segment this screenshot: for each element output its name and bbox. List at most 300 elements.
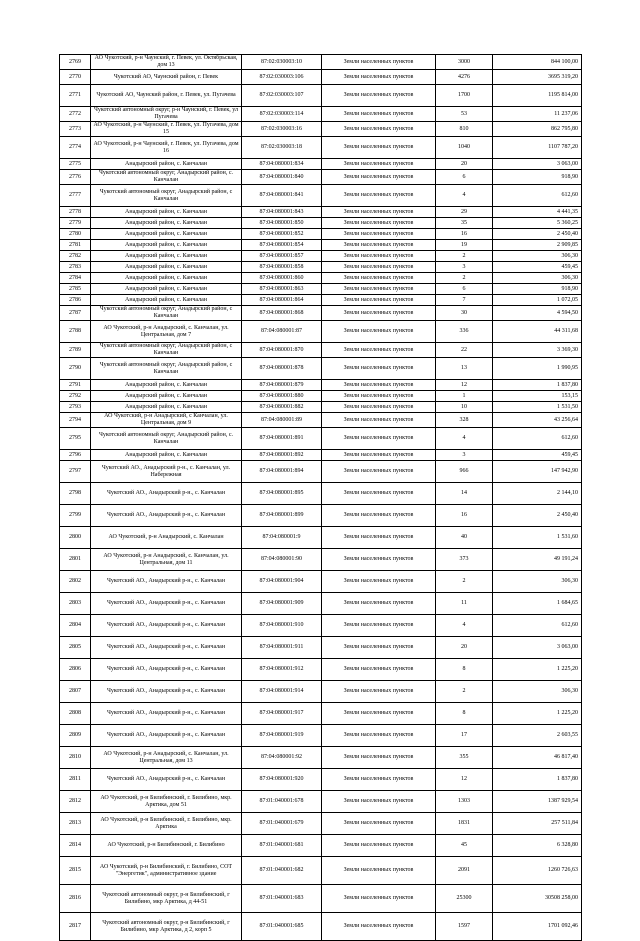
cadastral-value-cell: 5 360,25	[493, 218, 582, 229]
cadastral-number-cell: 87:02:030003:106	[242, 70, 322, 85]
document-page	[59, 54, 581, 941]
cadastral-value-cell: 844 100,00	[493, 55, 582, 70]
row-number: 2800	[60, 527, 91, 549]
address-cell: Чукотский автономный округ, р-н Билибинский, г Билибино, мкр Арктика, д 2, корп 5	[91, 913, 242, 941]
address-cell: Анадырский район, с. Канчалан	[91, 295, 242, 306]
table-row	[60, 159, 582, 170]
cadastral-value-cell: 459,45	[493, 262, 582, 273]
cadastral-number-cell: 87:04:080001:843	[242, 207, 322, 218]
cadastral-value-cell: 2 450,40	[493, 229, 582, 240]
address-cell: Чукотский автономный округ, Анадырский район, с. Канчалан	[91, 428, 242, 450]
area-cell: 16	[436, 505, 493, 527]
table-row	[60, 813, 582, 835]
land-category-cell: Земли населенных пунктов	[322, 306, 436, 321]
cadastral-number-cell: 87:04:080001:912	[242, 659, 322, 681]
land-category-cell: Земли населенных пунктов	[322, 170, 436, 185]
cadastral-value-cell: 2 603,55	[493, 725, 582, 747]
area-cell: 2	[436, 251, 493, 262]
address-cell: Чукотский АО., Анадырский р-н., с. Канчалан	[91, 703, 242, 725]
table-row	[60, 306, 582, 321]
row-number: 2813	[60, 813, 91, 835]
cadastral-value-cell: 2 909,85	[493, 240, 582, 251]
row-number: 2811	[60, 769, 91, 791]
area-cell: 12	[436, 380, 493, 391]
address-cell: АО Чукотский, р-н Чаунский, г. Певек, ул. Пугачева, дом 16	[91, 137, 242, 159]
land-category-cell: Земли населенных пунктов	[322, 571, 436, 593]
cadastral-value-cell: 153,15	[493, 391, 582, 402]
cadastral-number-cell: 87:04:080001:9	[242, 527, 322, 549]
address-cell: Анадырский район, с. Канчалан	[91, 218, 242, 229]
cadastral-number-cell: 87:01:040001:678	[242, 791, 322, 813]
cadastral-number-cell: 87:04:080001:911	[242, 637, 322, 659]
cadastral-number-cell: 87:04:080001:860	[242, 273, 322, 284]
land-category-cell: Земли населенных пунктов	[322, 391, 436, 402]
table-row	[60, 593, 582, 615]
land-category-cell: Земли населенных пунктов	[322, 505, 436, 527]
table-row	[60, 413, 582, 428]
land-category-cell: Земли населенных пунктов	[322, 85, 436, 107]
cadastral-value-cell: 6 328,80	[493, 835, 582, 857]
address-cell: Чукотский автономный округ, Анадырский район, с Канчалан	[91, 185, 242, 207]
table-row	[60, 284, 582, 295]
land-category-cell: Земли населенных пунктов	[322, 358, 436, 380]
area-cell: 3	[436, 450, 493, 461]
row-number: 2798	[60, 483, 91, 505]
table-row	[60, 251, 582, 262]
cadastral-number-cell: 87:02:030003:16	[242, 122, 322, 137]
table-row	[60, 769, 582, 791]
cadastral-value-cell: 49 191,24	[493, 549, 582, 571]
cadastral-number-cell: 87:04:080001:864	[242, 295, 322, 306]
area-cell: 22	[436, 343, 493, 358]
land-category-cell: Земли населенных пунктов	[322, 185, 436, 207]
area-cell: 6	[436, 170, 493, 185]
table-row	[60, 321, 582, 343]
address-cell: Анадырский район, с. Канчалан	[91, 380, 242, 391]
table-body	[60, 55, 582, 941]
area-cell: 20	[436, 637, 493, 659]
area-cell: 16	[436, 229, 493, 240]
row-number: 2816	[60, 885, 91, 913]
table-row	[60, 273, 582, 284]
area-cell: 8	[436, 659, 493, 681]
cadastral-value-cell: 1260 726,63	[493, 857, 582, 885]
address-cell: Чукотский АО., Анадырский р-н., с. Канчалан	[91, 681, 242, 703]
cadastral-value-cell: 1387 929,54	[493, 791, 582, 813]
row-number: 2793	[60, 402, 91, 413]
cadastral-number-cell: 87:04:080001:863	[242, 284, 322, 295]
cadastral-value-cell: 46 817,40	[493, 747, 582, 769]
cadastral-number-cell: 87:02:030003:114	[242, 107, 322, 122]
cadastral-number-cell: 87:04:080001:917	[242, 703, 322, 725]
cadastral-value-cell: 147 942,90	[493, 461, 582, 483]
table-row	[60, 207, 582, 218]
cadastral-number-cell: 87:04:080001:90	[242, 549, 322, 571]
row-number: 2812	[60, 791, 91, 813]
area-cell: 19	[436, 240, 493, 251]
row-number: 2802	[60, 571, 91, 593]
table-row	[60, 240, 582, 251]
address-cell: Чукотский автономный округ, Анадырский район, с. Канчалан	[91, 170, 242, 185]
table-row	[60, 122, 582, 137]
land-category-cell: Земли населенных пунктов	[322, 813, 436, 835]
land-category-cell: Земли населенных пунктов	[322, 321, 436, 343]
cadastral-value-cell: 1 225,20	[493, 703, 582, 725]
land-category-cell: Земли населенных пунктов	[322, 659, 436, 681]
row-number: 2792	[60, 391, 91, 402]
land-category-cell: Земли населенных пунктов	[322, 835, 436, 857]
cadastral-value-cell: 3695 319,20	[493, 70, 582, 85]
area-cell: 1	[436, 391, 493, 402]
area-cell: 2091	[436, 857, 493, 885]
cadastral-number-cell: 87:04:080001:89	[242, 413, 322, 428]
table-row	[60, 137, 582, 159]
area-cell: 810	[436, 122, 493, 137]
land-category-cell: Земли населенных пунктов	[322, 380, 436, 391]
table-row	[60, 703, 582, 725]
table-row	[60, 107, 582, 122]
cadastral-value-cell: 306,30	[493, 681, 582, 703]
cadastral-value-cell: 612,60	[493, 185, 582, 207]
area-cell: 1831	[436, 813, 493, 835]
land-category-cell: Земли населенных пунктов	[322, 240, 436, 251]
address-cell: Чукотский автономный округ, р-н Билибинский, г Билибино, мкр Арктика, д 44-51	[91, 885, 242, 913]
row-number: 2781	[60, 240, 91, 251]
land-category-cell: Земли населенных пунктов	[322, 615, 436, 637]
land-category-cell: Земли населенных пунктов	[322, 402, 436, 413]
address-cell: АО Чукотский, р-н Анадырский, с. Канчалан, ул. Центральная, дом 7	[91, 321, 242, 343]
cadastral-value-cell: 1 531,60	[493, 527, 582, 549]
address-cell: АО Чукотский, р-н Анадырский, с. Канчалан, ул. Центральная, дом 13	[91, 747, 242, 769]
address-cell: Анадырский район, с. Канчалан	[91, 450, 242, 461]
cadastral-number-cell: 87:04:080001:854	[242, 240, 322, 251]
address-cell: Чукотский АО., Анадырский р-н., с. Канчалан	[91, 725, 242, 747]
row-number: 2772	[60, 107, 91, 122]
cadastral-number-cell: 87:04:080001:904	[242, 571, 322, 593]
land-category-cell: Земли населенных пунктов	[322, 461, 436, 483]
cadastral-value-cell: 918,90	[493, 284, 582, 295]
area-cell: 1700	[436, 85, 493, 107]
cadastral-number-cell: 87:04:080001:850	[242, 218, 322, 229]
area-cell: 355	[436, 747, 493, 769]
cadastral-number-cell: 87:04:080001:841	[242, 185, 322, 207]
cadastral-value-cell: 1 837,80	[493, 769, 582, 791]
area-cell: 12	[436, 769, 493, 791]
row-number: 2770	[60, 70, 91, 85]
row-number: 2773	[60, 122, 91, 137]
land-category-cell: Земли населенных пунктов	[322, 681, 436, 703]
area-cell: 13	[436, 358, 493, 380]
table-row	[60, 85, 582, 107]
cadastral-number-cell: 87:04:080001:840	[242, 170, 322, 185]
row-number: 2807	[60, 681, 91, 703]
row-number: 2769	[60, 55, 91, 70]
land-category-cell: Земли населенных пунктов	[322, 262, 436, 273]
area-cell: 8	[436, 703, 493, 725]
land-category-cell: Земли населенных пунктов	[322, 251, 436, 262]
land-category-cell: Земли населенных пунктов	[322, 857, 436, 885]
address-cell: Чукотский АО., Анадырский р-н., с. Канчалан	[91, 483, 242, 505]
address-cell: АО Чукотский, р-н Чаунский, г. Певек, ул. Октябрьская, дом 13	[91, 55, 242, 70]
cadastral-number-cell: 87:04:080001:895	[242, 483, 322, 505]
row-number: 2791	[60, 380, 91, 391]
cadastral-number-cell: 87:01:040001:683	[242, 885, 322, 913]
land-category-cell: Земли населенных пунктов	[322, 527, 436, 549]
table-row	[60, 358, 582, 380]
cadastral-number-cell: 87:01:040001:685	[242, 913, 322, 941]
table-row	[60, 402, 582, 413]
address-cell: АО Чукотский, р-н Билибинский, г. Билибино, мкр. Арктика, дом 51	[91, 791, 242, 813]
table-row	[60, 857, 582, 885]
row-number: 2805	[60, 637, 91, 659]
cadastral-value-cell: 11 237,06	[493, 107, 582, 122]
cadastral-number-cell: 87:04:080001:868	[242, 306, 322, 321]
cadastral-value-cell: 459,45	[493, 450, 582, 461]
row-number: 2817	[60, 913, 91, 941]
cadastral-number-cell: 87:04:080001:899	[242, 505, 322, 527]
cadastral-number-cell: 87:02:030003:10	[242, 55, 322, 70]
area-cell: 4	[436, 615, 493, 637]
land-category-cell: Земли населенных пунктов	[322, 207, 436, 218]
land-category-cell: Земли населенных пунктов	[322, 159, 436, 170]
table-row	[60, 483, 582, 505]
row-number: 2801	[60, 549, 91, 571]
cadastral-value-cell: 306,30	[493, 571, 582, 593]
area-cell: 4276	[436, 70, 493, 85]
address-cell: АО Чукотский, р-н Билибинский, г. Билибино, мкр. Арктика	[91, 813, 242, 835]
land-category-cell: Земли населенных пунктов	[322, 725, 436, 747]
land-category-cell: Земли населенных пунктов	[322, 273, 436, 284]
row-number: 2794	[60, 413, 91, 428]
address-cell: Чукотский АО., Анадырский р-н., с. Канчалан	[91, 659, 242, 681]
cadastral-value-cell: 4 441,35	[493, 207, 582, 218]
cadastral-number-cell: 87:04:080001:882	[242, 402, 322, 413]
table-row	[60, 343, 582, 358]
area-cell: 2	[436, 273, 493, 284]
row-number: 2783	[60, 262, 91, 273]
cadastral-value-cell: 862 795,80	[493, 122, 582, 137]
row-number: 2808	[60, 703, 91, 725]
area-cell: 373	[436, 549, 493, 571]
land-category-cell: Земли населенных пунктов	[322, 137, 436, 159]
land-category-cell: Земли населенных пунктов	[322, 70, 436, 85]
table-row	[60, 450, 582, 461]
land-category-cell: Земли населенных пунктов	[322, 885, 436, 913]
address-cell: Анадырский район, с. Канчалан	[91, 251, 242, 262]
land-category-cell: Земли населенных пунктов	[322, 284, 436, 295]
address-cell: Анадырский район, с. Канчалан	[91, 159, 242, 170]
table-row	[60, 185, 582, 207]
cadastral-value-cell: 2 450,40	[493, 505, 582, 527]
area-cell: 6	[436, 284, 493, 295]
row-number: 2776	[60, 170, 91, 185]
table-row	[60, 615, 582, 637]
cadastral-number-cell: 87:01:040001:681	[242, 835, 322, 857]
cadastral-number-cell: 87:04:080001:92	[242, 747, 322, 769]
address-cell: АО Чукотский, р-н Билибинский, г. Билибино, СОТ "Энергетик", административное здание	[91, 857, 242, 885]
address-cell: Чукотский АО., Анадырский р-н., с. Канчалан	[91, 615, 242, 637]
table-row	[60, 505, 582, 527]
row-number: 2806	[60, 659, 91, 681]
area-cell: 35	[436, 218, 493, 229]
cadastral-number-cell: 87:02:030003:107	[242, 85, 322, 107]
row-number: 2804	[60, 615, 91, 637]
cadastral-value-cell: 1 684,65	[493, 593, 582, 615]
address-cell: АО Чукотский, р-н Чаунский, г. Певек, ул. Пугачева, дом 15	[91, 122, 242, 137]
table-row	[60, 747, 582, 769]
row-number: 2789	[60, 343, 91, 358]
row-number: 2814	[60, 835, 91, 857]
cadastral-value-cell: 1195 814,00	[493, 85, 582, 107]
area-cell: 29	[436, 207, 493, 218]
area-cell: 14	[436, 483, 493, 505]
table-row	[60, 681, 582, 703]
cadastral-number-cell: 87:04:080001:878	[242, 358, 322, 380]
address-cell: АО Чукотский, р-н Анадырский, с Канчалан, ул. Центральная, дом 9	[91, 413, 242, 428]
address-cell: Чукотский автономный округ, Анадырский район, с Канчалан	[91, 306, 242, 321]
cadastral-value-cell: 3 063,00	[493, 159, 582, 170]
cadastral-value-cell: 3 369,30	[493, 343, 582, 358]
land-category-cell: Земли населенных пунктов	[322, 55, 436, 70]
area-cell: 1597	[436, 913, 493, 941]
address-cell: Анадырский район, с. Канчалан	[91, 262, 242, 273]
land-category-cell: Земли населенных пунктов	[322, 593, 436, 615]
table-row	[60, 380, 582, 391]
row-number: 2779	[60, 218, 91, 229]
address-cell: Чукотский автономный округ, Анадырский район, с Канчалан	[91, 343, 242, 358]
table-row	[60, 835, 582, 857]
cadastral-number-cell: 87:04:080001:919	[242, 725, 322, 747]
land-category-cell: Земли населенных пунктов	[322, 343, 436, 358]
row-number: 2815	[60, 857, 91, 885]
table-row	[60, 295, 582, 306]
address-cell: Чукотский АО., Анадырский р-н., с. Канчалан	[91, 571, 242, 593]
table-row	[60, 218, 582, 229]
cadastral-number-cell: 87:04:080001:891	[242, 428, 322, 450]
cadastral-value-cell: 1107 787,20	[493, 137, 582, 159]
address-cell: АО Чукотский, р-н Билибинский, г. Билибино	[91, 835, 242, 857]
cadastral-value-cell: 306,30	[493, 273, 582, 284]
row-number: 2809	[60, 725, 91, 747]
address-cell: Чукотский АО, Чаунский район, г. Певек, ул. Пугачева	[91, 85, 242, 107]
cadastral-value-cell: 612,60	[493, 615, 582, 637]
cadastral-value-cell: 612,60	[493, 428, 582, 450]
area-cell: 2	[436, 681, 493, 703]
cadastral-number-cell: 87:04:080001:87	[242, 321, 322, 343]
row-number: 2775	[60, 159, 91, 170]
address-cell: Анадырский район, с. Канчалан	[91, 391, 242, 402]
land-category-cell: Земли населенных пунктов	[322, 483, 436, 505]
row-number: 2771	[60, 85, 91, 107]
cadastral-value-cell: 2 144,10	[493, 483, 582, 505]
address-cell: Анадырский район, с. Канчалан	[91, 240, 242, 251]
cadastral-value-cell: 1 072,05	[493, 295, 582, 306]
land-category-cell: Земли населенных пунктов	[322, 107, 436, 122]
cadastral-value-cell: 44 311,68	[493, 321, 582, 343]
row-number: 2774	[60, 137, 91, 159]
cadastral-number-cell: 87:04:080001:834	[242, 159, 322, 170]
address-cell: Анадырский район, с. Канчалан	[91, 284, 242, 295]
address-cell: Чукотский АО., Анадырский р-н., с. Канчалан	[91, 637, 242, 659]
row-number: 2786	[60, 295, 91, 306]
cadastral-number-cell: 87:04:080001:892	[242, 450, 322, 461]
table-row	[60, 461, 582, 483]
address-cell: Чукотский автономный округ, Анадырский район, с Канчалан	[91, 358, 242, 380]
row-number: 2780	[60, 229, 91, 240]
cadastral-value-cell: 1 990,95	[493, 358, 582, 380]
area-cell: 4	[436, 428, 493, 450]
land-category-cell: Земли населенных пунктов	[322, 218, 436, 229]
cadastral-value-cell: 1 225,20	[493, 659, 582, 681]
cadastral-number-cell: 87:04:080001:894	[242, 461, 322, 483]
table-row	[60, 391, 582, 402]
address-cell: Чукотский АО, Чаунский район, г. Певек	[91, 70, 242, 85]
table-row	[60, 659, 582, 681]
address-cell: Чукотский АО., Анадырский р-н., с. Канчалан	[91, 769, 242, 791]
address-cell: Анадырский район, с. Канчалан	[91, 273, 242, 284]
cadastral-number-cell: 87:04:080001:857	[242, 251, 322, 262]
table-row	[60, 428, 582, 450]
cadastral-value-cell: 43 256,64	[493, 413, 582, 428]
area-cell: 7	[436, 295, 493, 306]
cadastral-number-cell: 87:04:080001:880	[242, 391, 322, 402]
address-cell: Анадырский район, с. Канчалан	[91, 207, 242, 218]
area-cell: 2	[436, 571, 493, 593]
table-row	[60, 913, 582, 941]
cadastral-number-cell: 87:04:080001:879	[242, 380, 322, 391]
cadastral-value-cell: 30508 258,00	[493, 885, 582, 913]
cadastral-value-cell: 257 511,84	[493, 813, 582, 835]
row-number: 2782	[60, 251, 91, 262]
table-row	[60, 637, 582, 659]
table-row	[60, 885, 582, 913]
address-cell: Чукотский автономный округ, р-н Чаунский, г. Певек, ул Пугачева	[91, 107, 242, 122]
row-number: 2790	[60, 358, 91, 380]
address-cell: Чукотский АО., Анадырский р-н., с. Канчалан	[91, 505, 242, 527]
cadastral-value-cell: 918,90	[493, 170, 582, 185]
area-cell: 20	[436, 159, 493, 170]
cadastral-value-cell: 4 594,50	[493, 306, 582, 321]
area-cell: 25300	[436, 885, 493, 913]
land-category-cell: Земли населенных пунктов	[322, 549, 436, 571]
table-row	[60, 229, 582, 240]
land-category-cell: Земли населенных пунктов	[322, 769, 436, 791]
area-cell: 1303	[436, 791, 493, 813]
land-category-cell: Земли населенных пунктов	[322, 122, 436, 137]
cadastral-value-cell: 3 063,00	[493, 637, 582, 659]
cadastral-number-cell: 87:04:080001:870	[242, 343, 322, 358]
address-cell: АО Чукотский, р-н Анадырский, с. Канчалан	[91, 527, 242, 549]
cadastral-number-cell: 87:04:080001:909	[242, 593, 322, 615]
area-cell: 336	[436, 321, 493, 343]
area-cell: 3000	[436, 55, 493, 70]
row-number: 2795	[60, 428, 91, 450]
cadastral-number-cell: 87:04:080001:914	[242, 681, 322, 703]
land-category-cell: Земли населенных пунктов	[322, 637, 436, 659]
area-cell: 30	[436, 306, 493, 321]
area-cell: 45	[436, 835, 493, 857]
row-number: 2797	[60, 461, 91, 483]
table-row	[60, 262, 582, 273]
address-cell: АО Чукотский, р-н Анадырский, с. Канчалан, ул. Центральная, дом 11	[91, 549, 242, 571]
cadastral-number-cell: 87:01:040001:682	[242, 857, 322, 885]
land-category-cell: Земли населенных пунктов	[322, 428, 436, 450]
area-cell: 17	[436, 725, 493, 747]
area-cell: 3	[436, 262, 493, 273]
row-number: 2787	[60, 306, 91, 321]
row-number: 2796	[60, 450, 91, 461]
area-cell: 4	[436, 185, 493, 207]
